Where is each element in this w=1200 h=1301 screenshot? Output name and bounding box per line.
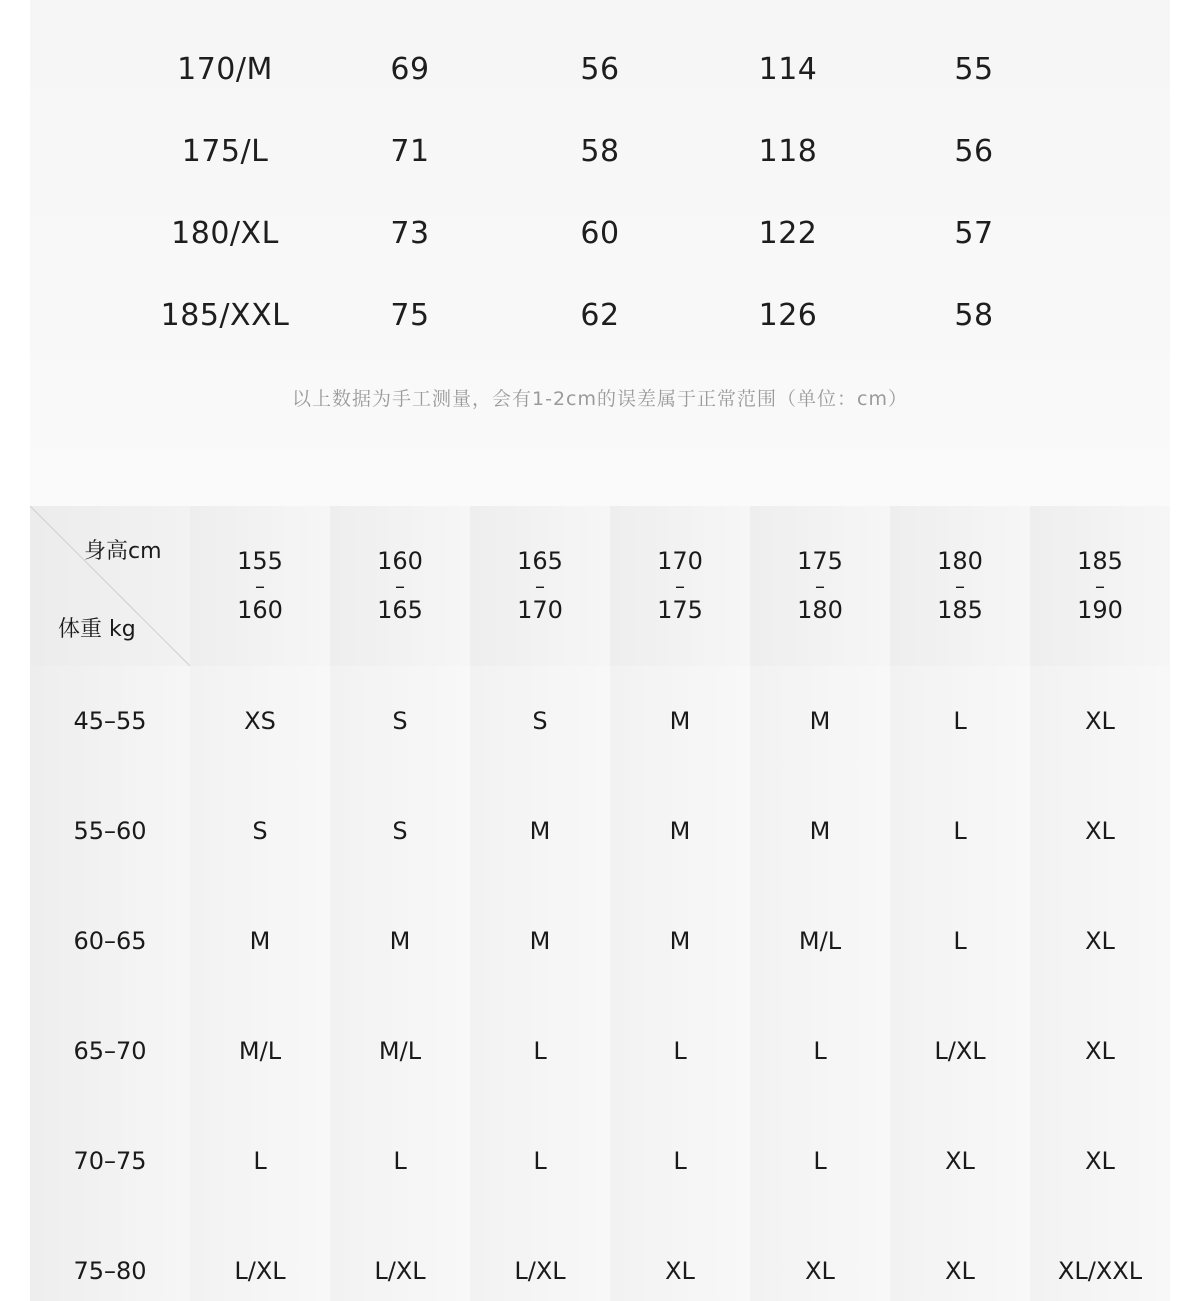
size-cell: XL xyxy=(1030,1106,1170,1216)
size-cell: L xyxy=(750,996,890,1106)
range-dash: – xyxy=(395,574,405,598)
size-cell: L xyxy=(470,1106,610,1216)
height-axis-label: 身高cm xyxy=(84,539,162,564)
size-cell: L/XL xyxy=(890,996,1030,1106)
size-cell: L xyxy=(470,996,610,1106)
height-from: 155 xyxy=(237,546,283,575)
measurement-panel xyxy=(30,0,1170,506)
range-dash: – xyxy=(815,574,825,598)
size-cell: XL xyxy=(890,1216,1030,1301)
size-cell: XL xyxy=(1030,666,1170,776)
measurement-row xyxy=(30,214,1170,254)
size-cell: M xyxy=(610,886,750,996)
size-cell: XL xyxy=(1030,886,1170,996)
measure-cell: 58 xyxy=(954,298,994,333)
size-cell: XS xyxy=(190,666,330,776)
measure-cell: 75 xyxy=(390,298,430,333)
weight-range-cell: 75–80 xyxy=(30,1216,190,1301)
height-to: 160 xyxy=(237,596,283,624)
size-cell: M xyxy=(750,666,890,776)
height-from: 165 xyxy=(517,546,563,575)
measurement-note: 以上数据为手工测量，会有1-2cm的误差属于正常范围（单位：cm） xyxy=(292,388,908,410)
height-from: 175 xyxy=(797,546,843,575)
size-cell: L xyxy=(750,1106,890,1216)
size-cell: S xyxy=(470,666,610,776)
measure-cell: 118 xyxy=(758,134,818,169)
size-cell: L xyxy=(610,1106,750,1216)
height-from: 180 xyxy=(937,546,983,575)
measure-cell: 57 xyxy=(954,216,994,251)
size-cell: M xyxy=(610,666,750,776)
size-cell: L/XL xyxy=(190,1216,330,1301)
height-range-header xyxy=(1030,506,1170,666)
measure-cell: 114 xyxy=(758,52,818,87)
height-to: 185 xyxy=(937,596,983,624)
range-dash: – xyxy=(955,574,965,598)
height-range-header xyxy=(890,506,1030,666)
size-cell: M xyxy=(330,886,470,996)
measure-cell: 55 xyxy=(954,52,994,87)
height-range-header xyxy=(610,506,750,666)
size-cell: M xyxy=(610,776,750,886)
size-cell: L xyxy=(890,666,1030,776)
height-range-header xyxy=(330,506,470,666)
size-cell: XL xyxy=(610,1216,750,1301)
weight-range-cell: 70–75 xyxy=(30,1106,190,1216)
size-chart xyxy=(30,506,1170,1301)
size-cell: L xyxy=(890,886,1030,996)
size-cell: XL xyxy=(890,1106,1030,1216)
size-cell: XL xyxy=(1030,996,1170,1106)
height-to: 180 xyxy=(797,596,843,624)
measurement-row xyxy=(30,296,1170,336)
height-to: 175 xyxy=(657,596,703,624)
height-from: 185 xyxy=(1077,546,1123,575)
range-dash: – xyxy=(535,574,545,598)
size-cell: S xyxy=(190,776,330,886)
measure-cell: 122 xyxy=(758,216,818,251)
size-cell: 180/XL xyxy=(171,216,279,251)
height-range-header xyxy=(470,506,610,666)
weight-range-cell: 55–60 xyxy=(30,776,190,886)
measure-cell: 71 xyxy=(390,134,430,169)
measure-cell: 60 xyxy=(580,216,620,251)
height-to: 165 xyxy=(377,596,423,624)
size-cell: L xyxy=(190,1106,330,1216)
range-dash: – xyxy=(255,574,265,598)
measure-cell: 58 xyxy=(580,134,620,169)
size-cell: L xyxy=(610,996,750,1106)
weight-range-cell: 45–55 xyxy=(30,666,190,776)
size-cell: L/XL xyxy=(330,1216,470,1301)
size-cell: S xyxy=(330,666,470,776)
size-cell: M/L xyxy=(330,996,470,1106)
size-cell: M/L xyxy=(750,886,890,996)
measure-cell: 56 xyxy=(954,134,994,169)
height-from: 170 xyxy=(657,546,703,575)
size-cell: M xyxy=(470,776,610,886)
height-from: 160 xyxy=(377,546,423,575)
corner-header-cell xyxy=(30,506,190,666)
size-cell: 185/XXL xyxy=(160,298,290,333)
measure-cell: 126 xyxy=(758,298,818,333)
size-cell: M xyxy=(470,886,610,996)
measurement-row xyxy=(30,132,1170,172)
size-cell: L xyxy=(330,1106,470,1216)
height-to: 190 xyxy=(1077,596,1123,624)
size-cell: 175/L xyxy=(181,134,269,169)
range-dash: – xyxy=(675,574,685,598)
size-cell: XL/XXL xyxy=(1030,1216,1170,1301)
size-cell: L/XL xyxy=(470,1216,610,1301)
size-cell: M xyxy=(190,886,330,996)
height-range-header xyxy=(190,506,330,666)
weight-range-cell: 65–70 xyxy=(30,996,190,1106)
height-range-header xyxy=(750,506,890,666)
size-cell: XL xyxy=(1030,776,1170,886)
measure-cell: 73 xyxy=(390,216,430,251)
size-cell: 170/M xyxy=(177,52,273,87)
measure-cell: 56 xyxy=(580,52,620,87)
range-dash: – xyxy=(1095,574,1105,598)
size-cell: M xyxy=(750,776,890,886)
size-cell: L xyxy=(890,776,1030,886)
weight-range-cell: 60–65 xyxy=(30,886,190,996)
measure-cell: 69 xyxy=(390,52,430,87)
measurement-row xyxy=(30,50,1170,90)
size-cell: S xyxy=(330,776,470,886)
weight-axis-label: 体重 kg xyxy=(58,617,136,642)
measure-cell: 62 xyxy=(580,298,620,333)
size-cell: XL xyxy=(750,1216,890,1301)
height-to: 170 xyxy=(517,596,563,624)
size-cell: M/L xyxy=(190,996,330,1106)
